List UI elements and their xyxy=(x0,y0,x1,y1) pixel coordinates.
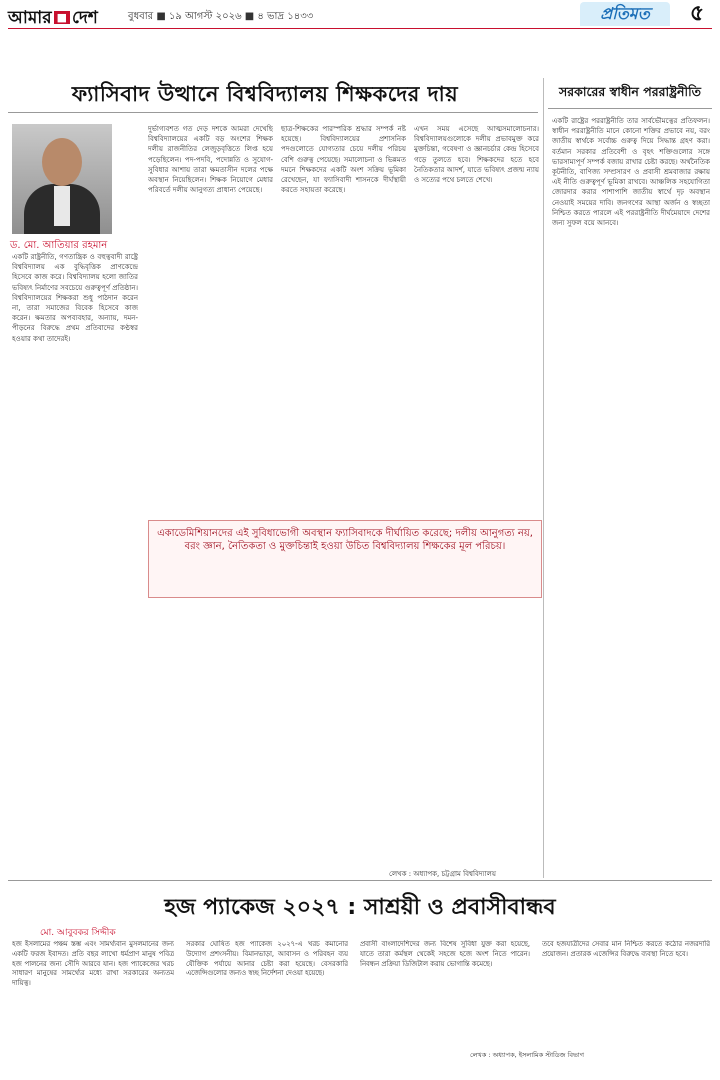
article1-author: ড. মো. আতিয়ার রহমান xyxy=(10,240,108,251)
article1-col3 xyxy=(281,124,406,514)
article2-title[interactable]: হজ প্যাকেজ ২০২৭ : সাশ্রয়ী ও প্রবাসীবান্ধব xyxy=(164,895,556,920)
masthead-left: আমার xyxy=(8,8,52,28)
right-column-title[interactable]: সরকারের স্বাধীন পররাষ্ট্রনীতি xyxy=(558,84,702,99)
column-separator xyxy=(543,78,544,878)
article1-col4-text: এখন সময় এসেছে আত্মসমালোচনার। বিশ্ববিদ্যালয়গুলোকে দলীয় প্রভাবমুক্ত করে মুক্তচিন্তা, গবেষণা ও জ্ঞানচর্চার কেন্দ্র হিসেবে গড়ে তুলতে হবে। শিক্ষকদের হতে হবে নৈতিকতার আদর্শ, যাতে ভবিষ্যৎ প্রজন্ম ন্যায় ও সত্যের পথে চলতে শেখে। xyxy=(414,125,539,185)
article1-col3-text: ছাত্র-শিক্ষকের পারস্পরিক শ্রদ্ধার সম্পর্ক নষ্ট হয়েছে। বিশ্ববিদ্যালয়ের প্রশাসনিক পদগুলোতে যোগ্যতার চেয়ে দলীয় পরিচয় বেশি গুরুত্ব পেয়েছে। সমালোচনা ও ভিন্নমত দমনে শিক্ষকদের একটি অংশ সক্রিয় ভূমিকা রেখেছেন, যা ফ্যাসিবাদী শাসনকে দীর্ঘস্থায়ী করতে সহায়তা করেছে। xyxy=(281,125,406,195)
article2-credit: লেখক : অধ্যাপক, ইসলামিক স্টাডিজ বিভাগ xyxy=(470,1051,585,1059)
article1-col1 xyxy=(12,252,138,872)
article2-col4-text: তবে হজযাত্রীদের সেবার মান নিশ্চিত করতে কঠোর নজরদারি প্রয়োজন। প্রতারক এজেন্সির বিরুদ্ধে ব্যবস্থা নিতে হবে। xyxy=(542,940,710,958)
dateline: বুধবার ■ ১৯ আগস্ট ২০২৬ ■ ৪ ভাদ্র ১৪৩৩ xyxy=(128,11,314,22)
article2-author: মো. আবুবকর সিদ্দীক xyxy=(40,928,116,938)
article2-col1-text: হজ ইসলামের পঞ্চম স্তম্ভ এবং সামর্থ্যবান মুসলমানের জন্য একটি ফরজ ইবাদত। প্রতি বছর লাখো ধর্মপ্রাণ মানুষ পবিত্র হজ পালনের জন্য সৌদি আরবে যান। হজ প্যাকেজের খরচ সাধারণ মানুষের সামর্থ্যের মধ্যে রাখা সরকারের অন্যতম দায়িত্ব। xyxy=(12,940,174,988)
article2-col2 xyxy=(186,940,348,1076)
article1-col4 xyxy=(414,124,539,514)
article1-title[interactable]: ফ্যাসিবাদ উত্থানে বিশ্ববিদ্যালয় শিক্ষকদের দায় xyxy=(71,82,459,106)
article1-credit: লেখক : অধ্যাপক, চট্টগ্রাম বিশ্ববিদ্যালয় xyxy=(389,870,496,878)
section-divider xyxy=(8,880,712,881)
pull-quote-box xyxy=(148,520,542,598)
pull-quote-text: একাডেমিশিয়ানদের এই সুবিধাভোগী অবস্থান ফ্যাসিবাদকে দীর্ঘায়িত করেছে; দলীয় আনুগত্য নয়, বরং জ্ঞান, নৈতিকতা ও মুক্তচিন্তাই হওয়া উচিত বিশ্ববিদ্যালয় শিক্ষকের মূল পরিচয়। xyxy=(157,528,533,552)
author-photo xyxy=(12,124,112,234)
article1-col2 xyxy=(148,124,273,514)
article2-col3-text: প্রবাসী বাংলাদেশিদের জন্য বিশেষ সুবিধা যুক্ত করা হয়েছে, যাতে তারা কর্মস্থল থেকেই সহজে হজে অংশ নিতে পারেন। নিবন্ধন প্রক্রিয়া ডিজিটাল করায় ভোগান্তি কমেছে। xyxy=(360,940,530,968)
article1-col1-text: একটি রাষ্ট্রনীতি, গণতান্ত্রিক ও বহুত্ববাদী রাষ্ট্রে বিশ্ববিদ্যালয় এক বুদ্ধিবৃত্তিক প্রাণকেন্দ্রে হিসেবে কাজ করে। বিশ্ববিদ্যালয় হলো জাতির ভবিষ্যৎ নির্মাণের সবচেয়ে গুরুত্বপূর্ণ প্রতিষ্ঠান। বিশ্ববিদ্যালয়ের শিক্ষকরা শুধু পাঠদান করেন না, তারা সমাজের বিবেক হিসেবে কাজ করেন। ক্ষমতার অপব্যবহার, অন্যায়, দমন-পীড়নের বিরুদ্ধে প্রথম প্রতিবাদের কণ্ঠস্বর হওয়ার কথা তাদেরই। xyxy=(12,253,138,343)
right-column-body xyxy=(552,116,710,874)
article2-col1 xyxy=(12,940,174,1076)
masthead-right: দেশ xyxy=(71,8,98,28)
section-tab[interactable]: প্রতিমত xyxy=(580,2,670,26)
article2-col2-text: সরকার ঘোষিত হজ প্যাকেজ ২০২৭-এ খরচ কমানোর উদ্যোগ প্রশংসনীয়। বিমানভাড়া, আবাসন ও পরিবহন ব্যয় যৌক্তিক পর্যায়ে আনার চেষ্টা করা হয়েছে। বেসরকারি এজেন্সিগুলোর জন্যও স্বচ্ছ নির্দেশনা দেওয়া হয়েছে। xyxy=(186,940,348,978)
header-rule xyxy=(8,28,712,29)
page-number: ৫ xyxy=(689,1,705,26)
article1-rule xyxy=(8,112,538,113)
masthead-box: ■ xyxy=(54,11,70,24)
page-header xyxy=(0,0,720,30)
article1-col2-text: দুর্ভাগ্যবশত গত দেড় দশকে আমরা দেখেছি বিশ্ববিদ্যালয়ের একটি বড় অংশের শিক্ষক দলীয় রাজনীতির লেজুড়বৃত্তিতে লিপ্ত হয়ে পড়েছিলেন। পদ-পদবি, পদোন্নতি ও সুযোগ-সুবিধার আশায় তারা ক্ষমতাসীন দলের পক্ষে অবস্থান নিয়েছিলেন। শিক্ষক নিয়োগে মেধার পরিবর্তে দলীয় আনুগত্য প্রাধান্য পেয়েছে। xyxy=(148,125,273,195)
right-column-text: একটি রাষ্ট্রের পররাষ্ট্রনীতি তার সার্বভৌমত্বের প্রতিফলন। স্বাধীন পররাষ্ট্রনীতি মানে কোনো শক্তির প্রভাবে নয়, বরং জাতীয় স্বার্থকে সর্বোচ্চ গুরুত্ব দিয়ে সিদ্ধান্ত গ্রহণ করা। বর্তমান সরকার প্রতিবেশী ও বৃহৎ শক্তিগুলোর সঙ্গে ভারসাম্যপূর্ণ সম্পর্ক বজায় রাখার চেষ্টা করছে। অর্থনৈতিক কূটনীতি, বাণিজ্য সম্প্রসারণ ও প্রবাসী শ্রমবাজার রক্ষায় এই নীতি গুরুত্বপূর্ণ ভূমিকা রাখবে। আঞ্চলিক সহযোগিতা জোরদার করার পাশাপাশি জাতীয় স্বার্থে দৃঢ় অবস্থান নেওয়াই সময়ের দাবি। জনগণের আস্থা অর্জন ও স্বচ্ছতা নিশ্চিত করতে পারলে এই পররাষ্ট্রনীতি দীর্ঘমেয়াদে দেশের জন্য সুফল বয়ে আনবে। xyxy=(552,117,710,228)
